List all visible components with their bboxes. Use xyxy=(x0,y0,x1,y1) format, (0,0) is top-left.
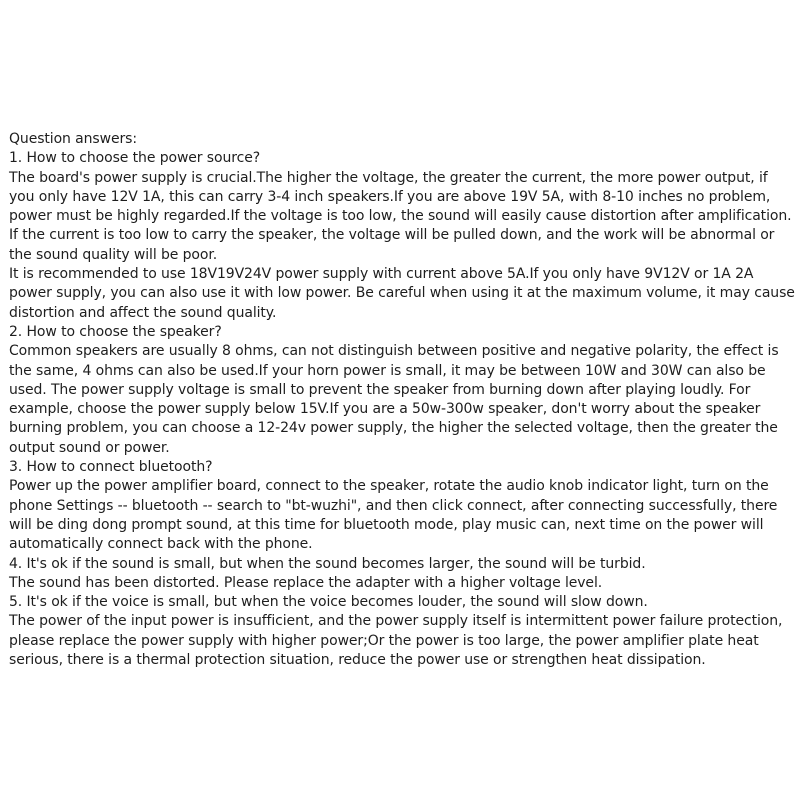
answer-2-line: used. The power supply voltage is small to prevent the speaker from burning down after playing loudly. For xyxy=(9,381,751,398)
answer-3-line: Power up the power amplifier board, connect to the speaker, rotate the audio knob indicator light, turn on the xyxy=(9,478,769,495)
answer-1-line: power must be highly regarded.If the voltage is too low, the sound will easily cause distortion after amplification. xyxy=(9,208,792,225)
question-5-title: 5. It's ok if the voice is small, but when the voice becomes louder, the sound will slow down. xyxy=(9,594,648,611)
answer-1-line: It is recommended to use 18V19V24V power supply with current above 5A.If you only have 9V12V or 1A 2A xyxy=(9,266,754,283)
answer-2-line: burning problem, you can choose a 12-24v power supply, the higher the selected voltage, then the greater the xyxy=(9,420,778,437)
answer-1-line: power supply, you can also use it with low power. Be careful when using it at the maximum volume, it may cause xyxy=(9,285,795,302)
answer-2-line: Common speakers are usually 8 ohms, can not distinguish between positive and negative polarity, the effect is xyxy=(9,343,779,360)
answer-1-line: the sound quality will be poor. xyxy=(9,246,218,263)
question-1-title: 1. How to choose the power source? xyxy=(9,150,261,167)
question-3-title: 3. How to connect bluetooth? xyxy=(9,459,213,476)
answer-1-line: you only have 12V 1A, this can carry 3-4 inch speakers.If you are above 19V 5A, with 8-10 inches no problem, xyxy=(9,188,771,205)
answer-4-line: The sound has been distorted. Please replace the adapter with a higher voltage level. xyxy=(9,574,603,591)
answer-2-line: example, choose the power supply below 15V.If you are a 50w-300w speaker, don't worry about the speaker xyxy=(9,401,761,418)
answer-1-line: If the current is too low to carry the speaker, the voltage will be pulled down, and the work will be abnormal or xyxy=(9,227,775,244)
question-2-title: 2. How to choose the speaker? xyxy=(9,323,222,340)
answer-1-line: distortion and affect the sound quality. xyxy=(9,304,277,321)
answer-5-line: please replace the power supply with higher power;Or the power is too large, the power amplifier plate heat xyxy=(9,632,759,649)
answer-1-line: The board's power supply is crucial.The higher the voltage, the greater the current, the more power output, if xyxy=(9,169,768,186)
answer-5-line: The power of the input power is insufficient, and the power supply itself is intermittent power failure protection, xyxy=(9,613,783,630)
answer-2-line: the same, 4 ohms can also be used.If your horn power is small, it may be between 10W and 30W can also be xyxy=(9,362,766,379)
answer-3-line: will be ding dong prompt sound, at this time for bluetooth mode, play music can, next time on the power will xyxy=(9,516,764,533)
question-4-title: 4. It's ok if the sound is small, but when the sound becomes larger, the sound will be turbid. xyxy=(9,555,646,572)
answer-2-line: output sound or power. xyxy=(9,439,170,456)
answer-3-line: automatically connect back with the phone. xyxy=(9,536,313,553)
answer-5-line: serious, there is a thermal protection situation, reduce the power use or strengthen heat dissipation. xyxy=(9,652,706,669)
answer-3-line: phone Settings -- bluetooth -- search to "bt-wuzhi", and then click connect, after connecting successfully, there xyxy=(9,497,778,514)
document-heading: Question answers: xyxy=(9,131,137,147)
faq-document xyxy=(9,130,795,670)
